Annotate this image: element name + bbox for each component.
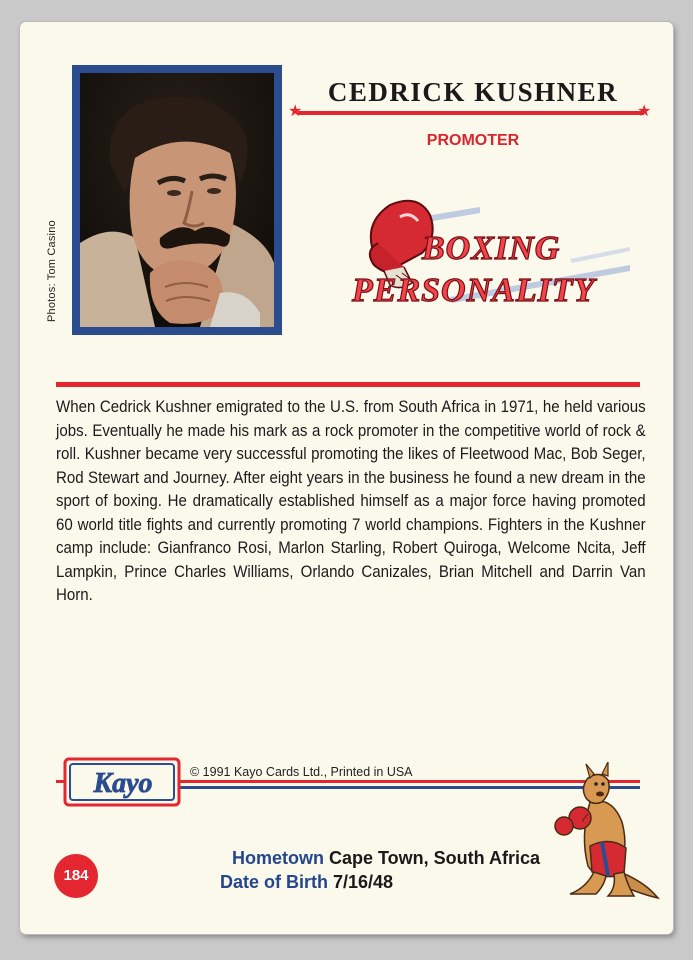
kayo-logo-text: Kayo xyxy=(93,768,153,799)
hometown-value: Cape Town, South Africa xyxy=(328,848,540,868)
trading-card-back xyxy=(20,22,673,934)
hometown-row xyxy=(160,846,540,870)
card-number-badge: 184 xyxy=(54,854,98,898)
star-left-icon: ★ xyxy=(288,103,303,120)
fact-block xyxy=(160,846,540,894)
hometown-label: Hometown xyxy=(231,848,324,868)
name-underline xyxy=(298,111,644,115)
kangaroo-boxer-mascot xyxy=(550,762,660,902)
kayo-logo xyxy=(63,757,183,809)
copyright-notice: © 1991 Kayo Cards Ltd., Printed in USA xyxy=(190,765,413,779)
person-role: PROMOTER xyxy=(426,132,520,149)
dob-value: 7/16/48 xyxy=(333,872,394,892)
dob-label: Date of Birth xyxy=(220,872,328,892)
portrait-illustration xyxy=(80,73,274,327)
logo-line-boxing: BOXING xyxy=(422,230,561,267)
divider-rule xyxy=(56,382,640,387)
photo-credit: Photos: Tom Casino xyxy=(46,220,58,322)
boxing-personality-logo xyxy=(330,187,650,317)
person-name: CEDRICK KUSHNER xyxy=(327,77,619,107)
logo-line-personality: PERSONALITY xyxy=(352,272,596,309)
star-right-icon: ★ xyxy=(637,103,652,120)
dob-row xyxy=(160,870,540,894)
portrait-photo xyxy=(80,73,274,327)
biography-text: When Cedrick Kushner emigrated to the U.S. from South Africa in 1971, he held various jobs. Eventually he made his mark as a rock promoter in the competitive world of rock & roll. Kushner became very successful promoting the likes of Fleetwood Mac, Bob Seger, Rod Stewart and Journey. After eight years in the business he found a new dream in the sport of boxing. He dramatically established himself as a major force having promoted 60 world title fights and currently promoting 7 world champions. Fighters in the Kushner camp include: Gianfranco Rosi, Marlon Starling, Robert Quiroga, Welcome Ncita, Jeff Lampkin, Prince Charles Williams, Orlando Canizales, Brian Mitchell and Darrin Van Horn. xyxy=(56,398,646,604)
